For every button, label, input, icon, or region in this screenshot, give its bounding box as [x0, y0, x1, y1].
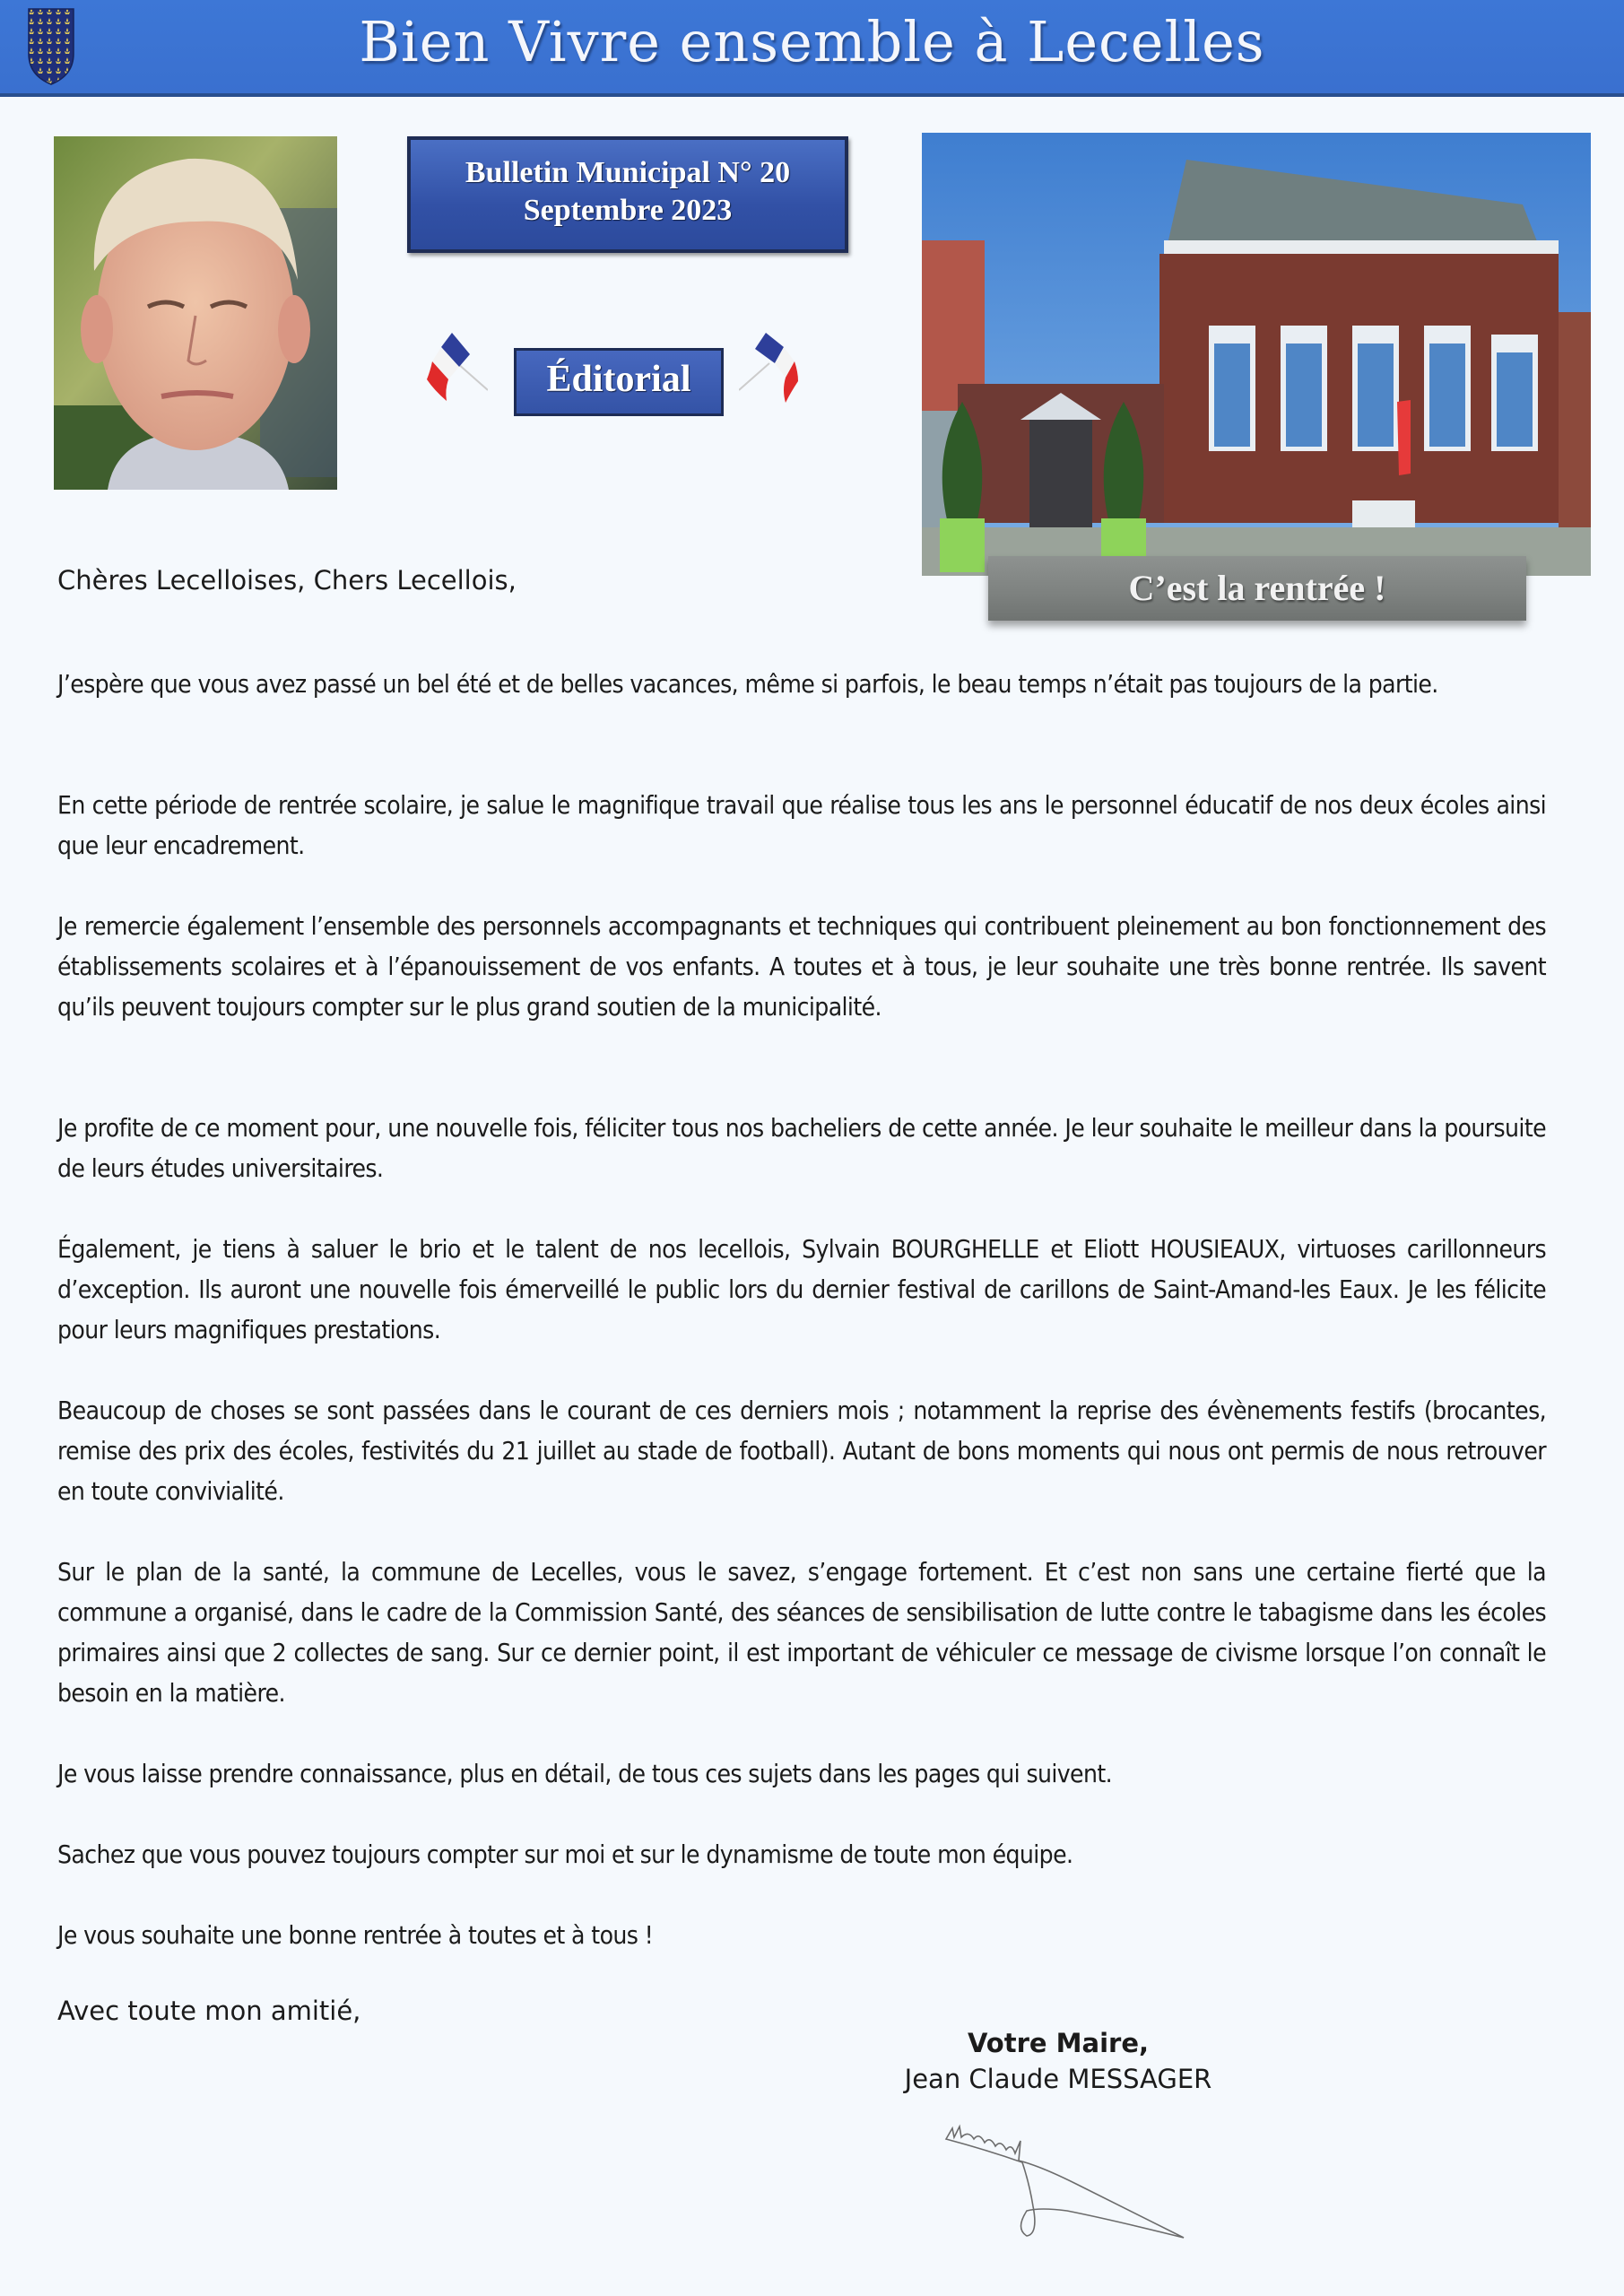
- letter-paragraph: [57, 1753, 1546, 1794]
- bulletin-banner: [407, 136, 848, 253]
- page-header: [0, 0, 1624, 97]
- paragraph-text: Sachez que vous pouvez toujours compter sur moi et sur le dynamisme de toute mon équipe.: [57, 1839, 1073, 1869]
- letter-paragraph: [57, 1390, 1546, 1511]
- letter-closing: Avec toute mon amitié,: [57, 1996, 361, 2026]
- french-flag-icon: [739, 327, 802, 408]
- letter-paragraph: [57, 785, 1546, 865]
- paragraph-text: Je profite de ce moment pour, une nouvelle fois, féliciter tous nos bacheliers de cette année. Je leur souhaite le meilleur dans la poursuite de leurs études universitaires.: [57, 1113, 1546, 1183]
- letter-paragraph: [57, 906, 1546, 1027]
- paragraph-text: Beaucoup de choses se sont passées dans le courant de ces derniers mois ; notamment la reprise des évènements festifs (brocantes, remise des prix des écoles, festivités du 21 juillet au stade de football). Autant de bons moments qui nous ont permis de nous retrouver en toute convivialité.: [57, 1396, 1546, 1506]
- signature-role: Votre Maire,: [967, 2028, 1150, 2058]
- french-flag-icon: [425, 327, 488, 408]
- editorial-label: Éditorial: [514, 348, 724, 416]
- letter-paragraph: [57, 1108, 1546, 1188]
- letter-paragraph: [57, 1915, 1546, 1955]
- town-hall-photo: [922, 133, 1591, 576]
- letter-paragraph: [57, 664, 1546, 704]
- paragraph-text: J’espère que vous avez passé un bel été et de belles vacances, même si parfois, le beau temps n’était pas toujours de la partie.: [57, 669, 1438, 699]
- letter-paragraph: [57, 1552, 1546, 1713]
- mayor-portrait: [54, 136, 337, 490]
- signature-block: [897, 2025, 1220, 2097]
- photo-caption: C’est la rentrée !: [988, 556, 1526, 621]
- paragraph-text: Je vous laisse prendre connaissance, plus en détail, de tous ces sujets dans les pages qui suivent.: [57, 1759, 1112, 1788]
- paragraph-text: Je vous souhaite une bonne rentrée à toutes et à tous !: [57, 1920, 654, 1950]
- bulletin-number: Bulletin Municipal N° 20: [465, 156, 791, 189]
- signature-name: Jean Claude MESSAGER: [904, 2064, 1212, 2094]
- paragraph-text: Sur le plan de la santé, la commune de Lecelles, vous le savez, s’engage fortement. Et c’est non sans une certaine fierté que la commune a organisé, dans le cadre de la Commission Santé, des séances de sensibilisation de lutte contre le tabagisme dans les écoles primaires ainsi que 2 collectes de sang. Sur ce dernier point, il est important de véhiculer ce message de civisme lorsque l’on connaît le besoin en la matière.: [57, 1557, 1546, 1708]
- letter-paragraph: [57, 1834, 1546, 1874]
- letter-paragraph: [57, 1229, 1546, 1350]
- paragraph-text: En cette période de rentrée scolaire, je salue le magnifique travail que réalise tous les ans le personnel éducatif de nos deux écoles ainsi que leur encadrement.: [57, 790, 1546, 860]
- paragraph-text: Je remercie également l’ensemble des personnels accompagnants et techniques qui contribuent pleinement au bon fonctionnement des établissements scolaires et à l’épanouissement de vos enfants. A toutes et à tous, je leur souhaite une très bonne rentrée. Ils savent qu’ils peuvent toujours compter sur le plus grand soutien de la municipalité.: [57, 911, 1546, 1022]
- paragraph-text: Également, je tiens à saluer le brio et le talent de nos lecellois, Sylvain BOURGHELLE et Eliott HOUSIEAUX, virtuoses carillonneurs d’exception. Ils auront une nouvelle fois émerveillé le public lors du dernier festival de carillons de Saint-Amand-les Eaux. Je les félicite pour leurs magnifiques prestations.: [57, 1234, 1546, 1344]
- header-title: Bien Vivre ensemble à Lecelles: [359, 9, 1265, 74]
- handwritten-signature: [933, 2121, 1202, 2256]
- bulletin-date: Septembre 2023: [523, 194, 733, 227]
- letter-greeting: Chères Lecelloises, Chers Lecellois,: [57, 565, 517, 596]
